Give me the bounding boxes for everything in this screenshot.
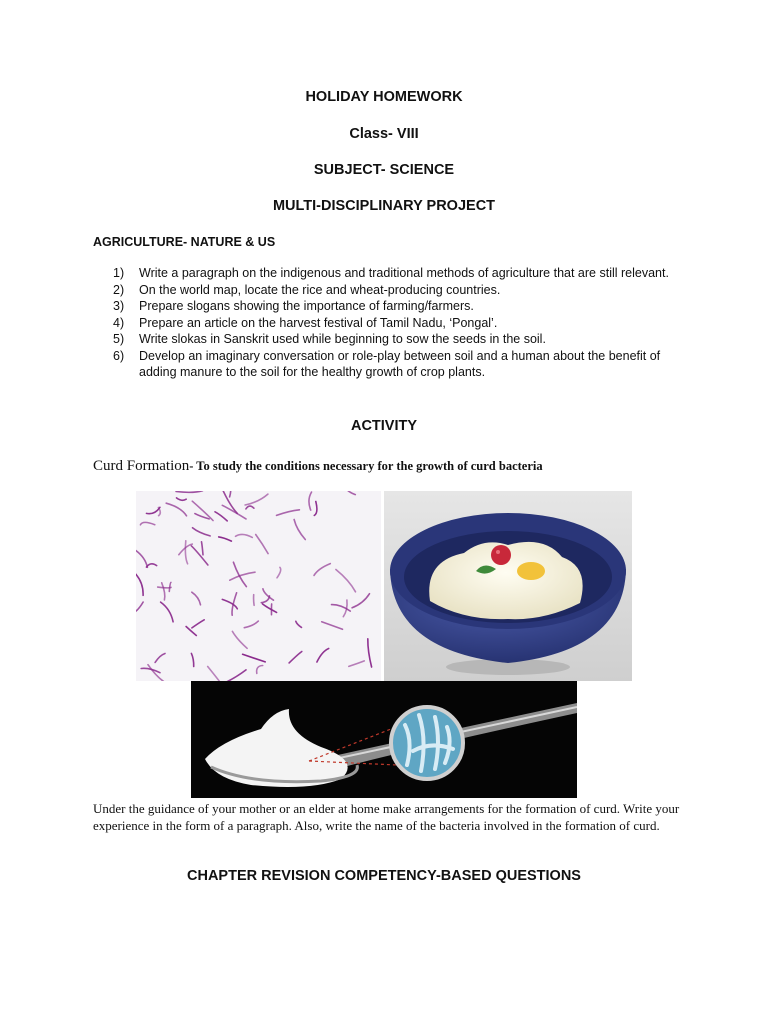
list-item (93, 315, 683, 332)
item-number: 3) (113, 299, 125, 313)
curd-subtitle: - To study the conditions necessary for the growth of curd bacteria (189, 459, 543, 473)
bacteria-strand (158, 587, 171, 588)
item-text: Prepare slogans showing the importance of farming/farmers. (139, 299, 474, 313)
item-number: 1) (113, 266, 125, 280)
activity-instructions: Under the guidance of your mother or an elder at home make arrangements for the formation of curd. Write your experience in the form of a paragraph. Also, write the name of the bacteria involved in the formation of curd. (93, 801, 680, 833)
item-text: On the world map, locate the rice and wheat-producing countries. (139, 282, 501, 297)
agriculture-heading: AGRICULTURE- NATURE & US (93, 235, 276, 249)
list-item (93, 331, 683, 348)
item-text: Write slokas in Sanskrit used while beginning to sow the seeds in the soil. (139, 332, 546, 346)
item-number: 5) (113, 332, 125, 346)
curd-title: Curd Formation (93, 458, 190, 474)
item-number: 6) (113, 348, 125, 363)
project-line: MULTI-DISCIPLINARY PROJECT (272, 198, 496, 214)
class-line: Class- VIII (349, 126, 419, 142)
bacteria-micrograph-image (136, 491, 381, 681)
list-item (93, 282, 683, 299)
list-item (93, 348, 683, 381)
list-item (93, 298, 683, 315)
curd-spoon-image (191, 681, 577, 798)
item-number: 2) (113, 282, 125, 297)
item-text: Prepare an article on the harvest festival of Tamil Nadu, ‘Pongal’. (139, 315, 498, 330)
bacteria-strand (254, 595, 255, 606)
document-title: HOLIDAY HOMEWORK (305, 89, 463, 105)
curd-bowl-image (384, 491, 632, 681)
list-item (93, 265, 683, 282)
revision-heading: CHAPTER REVISION COMPETENCY-BASED QUESTIONS (187, 868, 581, 884)
curd-formation-line (93, 458, 693, 475)
item-text: Develop an imaginary conversation or role-play between soil and a human about the benefit of adding manure to the soil for the healthy growth of crop plants. (139, 348, 661, 379)
item-text: Write a paragraph on the indigenous and traditional methods of agriculture that are still relevant. (139, 266, 669, 280)
task-list (93, 265, 683, 381)
subject-line: SUBJECT- SCIENCE (313, 162, 455, 178)
item-number: 4) (113, 315, 125, 330)
activity-heading: ACTIVITY (350, 418, 418, 434)
